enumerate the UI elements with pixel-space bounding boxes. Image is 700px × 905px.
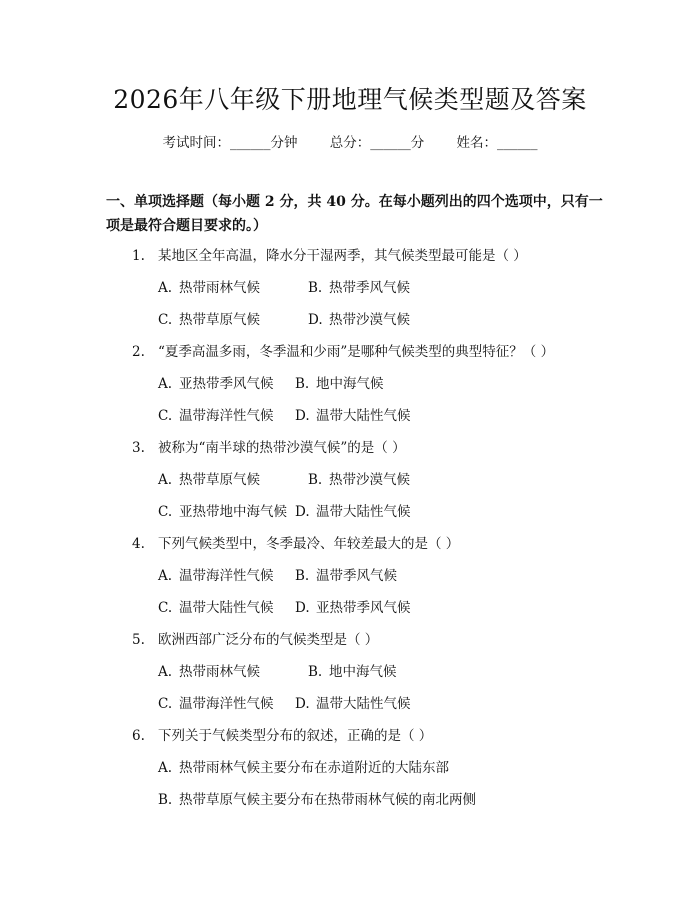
option-text: 温带海洋性气候 xyxy=(179,408,274,424)
option xyxy=(158,692,295,712)
option-text: 热带雨林气候 xyxy=(179,664,260,680)
option-row xyxy=(158,692,411,712)
option-row xyxy=(158,372,384,392)
name-field xyxy=(457,131,538,151)
option-key: C. xyxy=(158,408,173,424)
option-key: B. xyxy=(308,280,323,296)
option-key: B. xyxy=(295,376,310,392)
option-key: C. xyxy=(158,312,173,328)
option-row xyxy=(158,468,410,488)
question-text: 下列关于气候类型分布的叙述，正确的是（ ） xyxy=(158,728,433,744)
total-score-field xyxy=(330,131,425,151)
name-label: 姓名： xyxy=(456,135,498,151)
option-text: 温带海洋性气候 xyxy=(179,568,274,584)
option xyxy=(308,308,410,328)
total-score-blank: ______ xyxy=(370,135,411,151)
option-key: D. xyxy=(295,600,310,616)
exam-time-unit: 分钟 xyxy=(270,135,298,151)
option-text: 地中海气候 xyxy=(329,664,397,680)
option xyxy=(308,468,410,488)
option-text: 热带雨林气候 xyxy=(179,280,260,296)
option-key: A. xyxy=(158,760,173,776)
option xyxy=(158,596,295,616)
question-text: 某地区全年高温，降水分干湿两季，其气候类型最可能是（ ） xyxy=(158,248,527,264)
question-text: 欧洲西部广泛分布的气候类型是（ ） xyxy=(158,632,379,648)
question xyxy=(132,244,527,264)
exam-time-label: 考试时间： xyxy=(162,135,230,151)
option-text: 温带大陆性气候 xyxy=(179,600,274,616)
option-text: 温带大陆性气候 xyxy=(316,504,411,520)
option xyxy=(158,660,308,680)
question-number: 6. xyxy=(132,728,145,744)
option-key: D. xyxy=(295,504,310,520)
option xyxy=(295,372,384,392)
question-text: “夏季高温多雨，冬季温和少雨”是哪种气候类型的典型特征？（ ） xyxy=(158,344,555,360)
option xyxy=(158,404,295,424)
option-row xyxy=(158,564,397,584)
total-score-label: 总分： xyxy=(329,135,371,151)
option-key: C. xyxy=(158,696,173,712)
option-key: A. xyxy=(158,664,173,680)
option-key: A. xyxy=(158,472,173,488)
option-key: D. xyxy=(295,696,310,712)
exam-time-field xyxy=(162,131,297,151)
option-text: 温带大陆性气候 xyxy=(316,408,411,424)
option xyxy=(158,468,308,488)
option-row xyxy=(158,500,411,520)
option-text: 亚热带季风气候 xyxy=(179,376,274,392)
option xyxy=(158,372,295,392)
total-score-unit: 分 xyxy=(410,135,425,151)
option-text: 温带海洋性气候 xyxy=(179,696,274,712)
section-heading: 一、单项选择题（每小题 2 分，共 40 分。在每小题列出的四个选项中，只有一项是最符合题目要求的。） xyxy=(106,194,603,234)
option-text: 热带草原气候 xyxy=(179,312,260,328)
question-number: 2. xyxy=(132,344,145,360)
option-key: A. xyxy=(158,376,173,392)
option-key: C. xyxy=(158,600,173,616)
option xyxy=(158,500,295,520)
option-row xyxy=(158,308,410,328)
option-text: 热带草原气候主要分布在热带雨林气候的南北两侧 xyxy=(179,792,476,808)
option xyxy=(158,308,308,328)
option-key: A. xyxy=(158,280,173,296)
question xyxy=(132,436,406,456)
option-key: B. xyxy=(308,472,323,488)
option-key: A. xyxy=(158,568,173,584)
question-number: 5. xyxy=(132,632,145,648)
option xyxy=(295,596,411,616)
option xyxy=(295,564,397,584)
exam-time-blank: ______ xyxy=(229,135,271,151)
option-key: D. xyxy=(308,312,323,328)
option-text: 温带大陆性气候 xyxy=(316,696,411,712)
option-key: B. xyxy=(295,568,310,584)
option xyxy=(158,276,308,296)
option xyxy=(295,500,411,520)
option-row xyxy=(158,276,410,296)
option xyxy=(158,756,449,776)
option-key: C. xyxy=(158,504,173,520)
name-blank: ______ xyxy=(497,135,538,151)
question-number: 4. xyxy=(132,536,145,552)
option-text: 热带沙漠气候 xyxy=(329,472,410,488)
option-text: 热带草原气候 xyxy=(179,472,260,488)
question-text: 下列气候类型中，冬季最冷、年较差最大的是（ ） xyxy=(158,536,460,552)
option xyxy=(308,276,410,296)
question xyxy=(132,340,554,360)
option-row xyxy=(158,660,397,680)
option-text: 温带季风气候 xyxy=(316,568,397,584)
option-row xyxy=(158,788,476,808)
page-title: 2026年八年级下册地理气候类型题及答案 xyxy=(113,85,587,114)
option xyxy=(308,660,397,680)
option-row xyxy=(158,404,411,424)
option-text: 热带沙漠气候 xyxy=(329,312,410,328)
option-key: D. xyxy=(295,408,310,424)
option-key: B. xyxy=(158,792,173,808)
option xyxy=(158,564,295,584)
option-key: B. xyxy=(308,664,323,680)
option-text: 亚热带季风气候 xyxy=(316,600,411,616)
question xyxy=(132,724,432,744)
option-text: 亚热带地中海气候 xyxy=(179,504,287,520)
question-number: 1. xyxy=(132,248,145,264)
option xyxy=(295,692,411,712)
question xyxy=(132,628,378,648)
question-text: 被称为“南半球的热带沙漠气候”的是（ ） xyxy=(158,440,406,456)
option-text: 热带季风气候 xyxy=(329,280,410,296)
option-text: 地中海气候 xyxy=(316,376,384,392)
exam-info-line xyxy=(0,131,700,151)
option-row xyxy=(158,756,449,776)
option xyxy=(295,404,411,424)
question xyxy=(132,532,459,552)
option xyxy=(158,788,476,808)
option-row xyxy=(158,596,411,616)
option-text: 热带雨林气候主要分布在赤道附近的大陆东部 xyxy=(179,760,449,776)
question-number: 3. xyxy=(132,440,145,456)
